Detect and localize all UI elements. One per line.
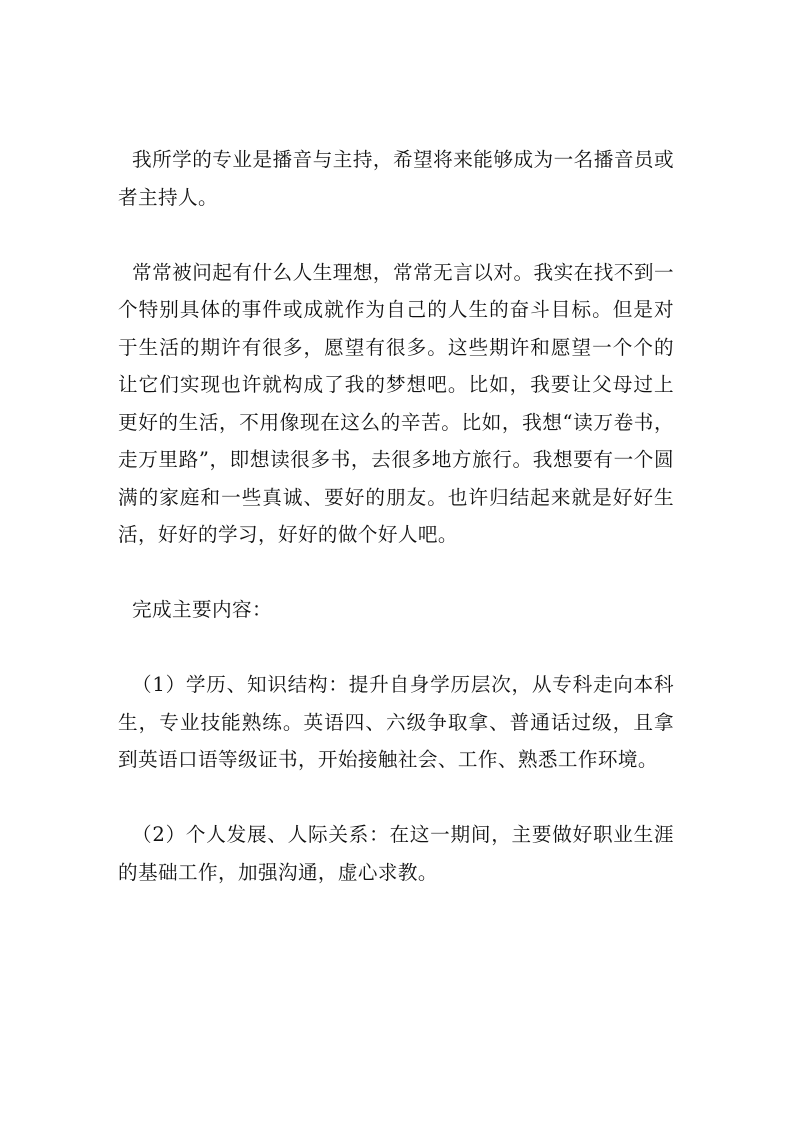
paragraph-gap <box>118 629 674 667</box>
paragraph-gap <box>118 779 674 817</box>
paragraph-personal-development: （2）个人发展、人际关系：在这一期间，主要做好职业生涯的基础工作，加强沟通，虚心求教。 <box>118 823 674 884</box>
paragraph-gap <box>118 554 674 592</box>
paragraph-education-knowledge: （1）学历、知识结构：提升自身学历层次，从专科走向本科生，专业技能熟练。英语四、六级争取拿、普通话过级，且拿到英语口语等级证书，开始接触社会、工作、熟悉工作环境。 <box>118 673 674 771</box>
paragraph-life-ideals: 常常被问起有什么人生理想，常常无言以对。我实在找不到一个特别具体的事件或成就作为自己的人生的奋斗目标。但是对于生活的期许有很多，愿望有很多。这些期许和愿望一个个的让它们实现也许就构成了我的梦想吧。比如，我要让父母过上更好的生活，不用像现在这么的辛苦。比如，我想“读万卷书，走万里路”，即想读很多书，去很多地方旅行。我想要有一个圆满的家庭和一些真诚、要好的朋友。也许归结起来就是好好生活，好好的学习，好好的做个好人吧。 <box>118 260 674 546</box>
paragraph-major: 我所学的专业是播音与主持，希望将来能够成为一名播音员或者主持人。 <box>118 148 674 209</box>
paragraph-main-content-heading: 完成主要内容： <box>132 598 272 621</box>
document-body <box>118 141 674 891</box>
paragraph-gap <box>118 216 674 254</box>
